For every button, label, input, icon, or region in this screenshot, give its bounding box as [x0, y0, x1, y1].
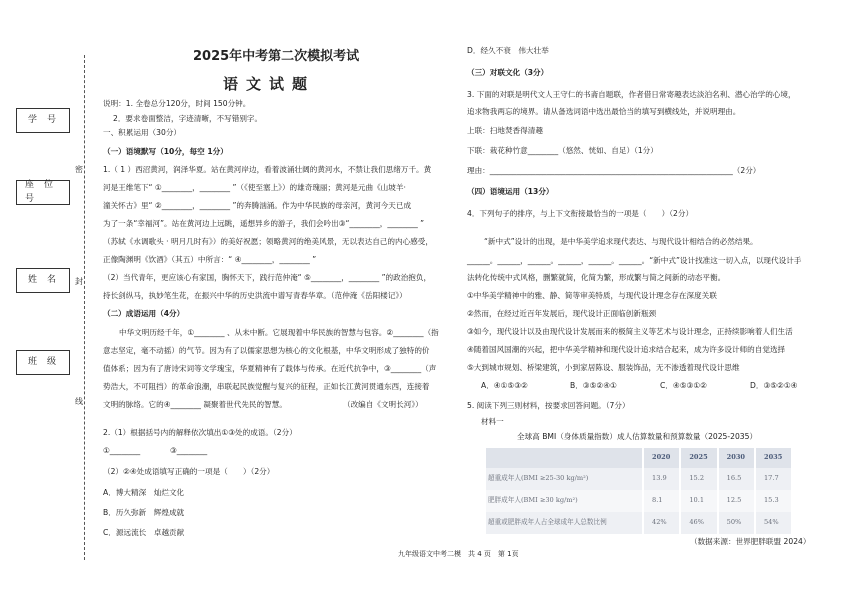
subsection-2-heading: （二）成语运用（4分）	[103, 309, 185, 318]
table-header: 2025	[680, 448, 717, 468]
paragraph-line: 潼关怀古》里“ ②________，________ ”的奔腾汹涌。作为中华民族的母亲河，黄河今天已成	[103, 201, 412, 210]
answer-blank-1: ①________	[103, 446, 141, 455]
paragraph-line: （2）当代青年，更应该心有家国，胸怀天下，践行范仲淹“ ⑤________，________ ”的政治抱负，	[103, 273, 432, 282]
source-note: （改编自《文明长河》）	[343, 400, 423, 409]
table-cell: 12.5	[718, 490, 755, 512]
page-footer: 九年级语文中考二模 共 4 页 第 1页	[398, 550, 519, 558]
reason-line: 理由：________________________________________________________________（2分）	[467, 166, 761, 175]
table-cell: 15.3	[755, 490, 791, 512]
paragraph-line: ______。______，______。______，______。______。“新中式”设计找准这一切入点，以现代设计手	[467, 256, 802, 265]
paragraph-line: （苏轼《水调歌头 · 明月几时有》）的美好祝愿；领略黄河的绝美风景，无以表达自己的内心感受，	[103, 237, 433, 246]
couplet-lower: 下联：栽花种竹意________（悠然、恍如、自足）（1分）	[467, 146, 658, 155]
table-cell: 13.9	[643, 468, 680, 490]
table-cell: 42%	[643, 512, 680, 534]
table-header: 2035	[755, 448, 791, 468]
table-cell: 10.1	[680, 490, 717, 512]
paragraph-line: 文明的脉络。它的④________ 凝聚着世代先民的智慧。	[103, 400, 287, 409]
table-header: 2030	[718, 448, 755, 468]
material-one-label: 材料一	[481, 417, 504, 426]
note-2: 2．要求卷面整洁，字迹清晰，不写错别字。	[113, 114, 263, 123]
student-id-box: 学号	[16, 108, 70, 133]
table-cell: 15.2	[680, 468, 717, 490]
sentence-item: ③如今，现代设计以及由现代设计发展而来的极简主义等艺术与设计理念，正持续影响着人们生活	[467, 327, 793, 336]
section-4-heading: （四）语境运用（13分）	[467, 187, 554, 196]
sentence-item: ④随着国风国潮的兴起，把中华美学精神和现代设计追求结合起来，成为许多设计师的自觉选择	[467, 345, 786, 354]
order-option-d: D．③⑤②①④	[750, 381, 798, 390]
paragraph-line: 持长剑纵马，执妙笔生花，在振兴中华的历史洪流中谱写青春华章。（范仲淹《岳阳楼记》）	[103, 291, 407, 300]
seal-char-feng: 封	[75, 277, 83, 286]
section-3-heading: （三）对联文化（3分）	[467, 68, 549, 77]
option-a: A．博大精深 灿烂文化	[103, 488, 185, 497]
seat-number-box: 座位号	[16, 180, 70, 205]
paragraph-line: 1.（ 1 ）西沼黄河，润泽华夏。站在黄河岸边，看着波涌壮阔的黄河水，不禁让我们思绪万千。黄	[103, 165, 432, 174]
order-option-b: B．③⑤②④①	[570, 381, 617, 390]
table-cell: 肥胖成年人(BMI ≥30 kg/m²)	[485, 490, 643, 512]
sentence-item: ②然而，在经过近百年发展后，现代设计正面临创新瓶颈	[467, 309, 657, 318]
paragraph-line: 值体系；因为有了唐诗宋词等文学瑰宝，华夏精神有了载体与传承。在近代抗争中，③________（声	[103, 364, 437, 373]
paragraph-line: 法转化传统中式风格，删繁就简，化简为繁，形成繁与简之间新的动态平衡。	[467, 273, 726, 282]
order-option-a: A．④①⑤③②	[481, 381, 528, 390]
class-box: 班级	[16, 350, 70, 375]
table-header	[485, 448, 643, 468]
seal-dashed-line	[84, 55, 85, 560]
table-row	[485, 490, 791, 512]
bmi-table	[484, 448, 791, 534]
paragraph-line: 为了一条“幸福河”。站在黄河边上远眺，遥想异乡的游子，我们会吟出③“________，________ ”	[103, 219, 425, 228]
table-cell: 17.7	[755, 468, 791, 490]
paragraph-line: 势浩大，不可阻挡）的革命浪潮，串联起民族觉醒与复兴的征程，正如长江黄河贯通东西，连接着	[103, 382, 430, 391]
option-c: C．源远流长 卓越贡献	[103, 528, 185, 537]
table-row	[485, 512, 791, 534]
paragraph-line: 3. 下面的对联是明代文人王守仁的书斋自题联，作者借日常寄趣表达淡泊名利、潜心治学的心境，	[467, 90, 796, 99]
table-source: （数据来源：世界肥胖联盟 2024）	[690, 537, 811, 546]
option-d: D．经久不衰 伟大壮举	[467, 46, 549, 55]
table-title: 全球高 BMI（身体质量指数）成人估算数量和预算数量（2025-2035）	[517, 432, 758, 441]
question-5: 5. 阅读下列三则材料，按要求回答问题。（7分）	[467, 401, 630, 410]
paragraph-line: 意志坚定，毫不动摇）的气节。因为有了以儒家思想为核心的文化根基，中华文明形成了独特的价	[103, 346, 430, 355]
sentence-item: ①中华美学精神中的雅、静、简等审美特质，与现代设计理念存在深度关联	[467, 291, 717, 300]
table-cell: 54%	[755, 512, 791, 534]
subsection-1-heading: （一）语境默写（10分，每空 1分）	[103, 147, 228, 156]
table-row	[485, 468, 791, 490]
question-2-1: 2.（1）根据括号内的解释依次填出①③处的成语。（2分）	[103, 428, 297, 437]
table-cell: 46%	[680, 512, 717, 534]
table-cell: 超重或肥胖成年人占全球成年人总数比例	[485, 512, 643, 534]
question-2-2: （2）②④处成语填写正确的一项是（ ）（2分）	[103, 467, 275, 476]
option-b: B．历久弥新 辉煌成就	[103, 508, 185, 517]
paragraph-line: 追求物我两忘的境界。请从备选词语中选出最恰当的填写到横线处，并说明理由。	[467, 107, 741, 116]
seal-char-xian: 线	[75, 397, 83, 406]
order-option-c: C．④⑤③①②	[660, 381, 707, 390]
section-1-heading: 一、积累运用（30分）	[103, 128, 182, 137]
note-1: 说明：1. 全卷总分120分，时间 150分钟。	[103, 99, 251, 108]
paragraph-line: 中华文明历经千年，①________ 、从未中断。它展现着中华民族的智慧与包容。②________（指	[119, 328, 439, 337]
answer-blank-3: ③________	[170, 446, 208, 455]
question-4: 4．下列句子的排序，与上下文衔接最恰当的一项是（ ）（2分）	[467, 209, 694, 218]
exam-title: 2025年中考第二次模拟考试	[193, 49, 360, 64]
table-cell: 50%	[718, 512, 755, 534]
table-cell: 16.5	[718, 468, 755, 490]
paragraph-line: 河是王维笔下“ ①________，________ ”（《使至塞上》）的雄奇瑰丽；黄河是元曲《山坡羊·	[103, 183, 406, 192]
paragraph-line: “新中式”设计的出现，是中华美学追求现代表达、与现代设计相结合的必然结果。	[484, 237, 758, 246]
couplet-upper: 上联：扫地焚香得清趣	[467, 126, 543, 135]
exam-subtitle: 语文试题	[223, 75, 316, 93]
table-cell: 超重成年人(BMI ≥25-30 kg/m²)	[485, 468, 643, 490]
table-cell: 8.1	[643, 490, 680, 512]
sentence-item: ⑤大到城市规划、桥梁建筑，小到家居陈设、服装饰品，无不渗透着现代设计思维	[467, 363, 740, 372]
table-header: 2020	[643, 448, 680, 468]
paragraph-line: 正像陶渊明《饮酒》（其五）中所言：“ ④________，________ ”	[103, 255, 317, 264]
seal-char-mi: 密	[75, 165, 83, 174]
name-box: 姓名	[16, 268, 70, 293]
